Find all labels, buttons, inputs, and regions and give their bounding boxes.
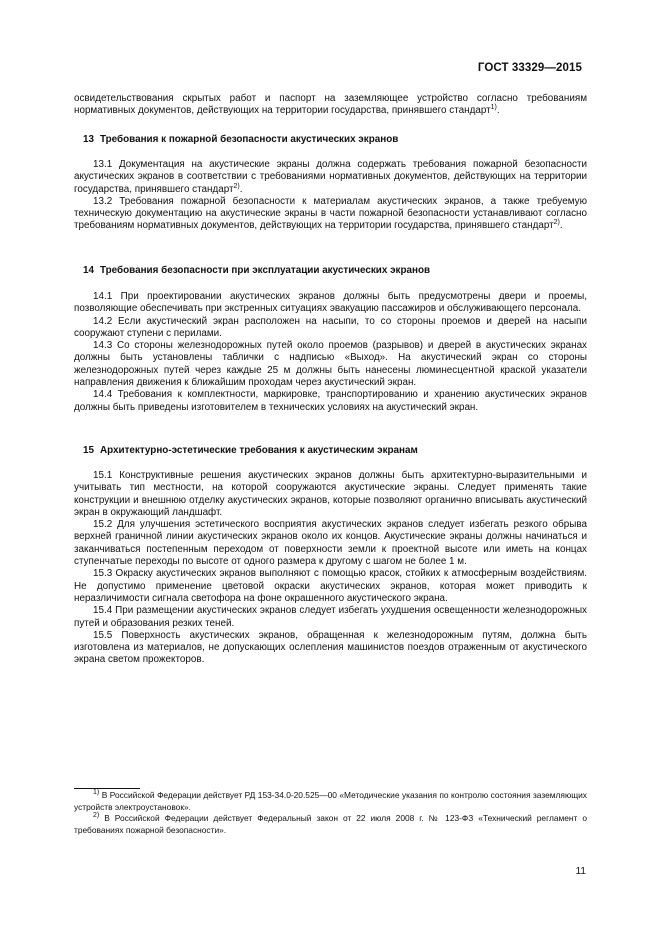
section-15-body xyxy=(74,470,587,667)
paragraph-15-4: 15.4 При размещении акустических экранов следует избегать ухудшения освещенности железнодорожных путей и образования резких теней. xyxy=(74,605,587,629)
intro-paragraph: освидетельствования скрытых работ и паспорт на заземляющее устройство согласно требованиям нормативных документов, действующих на территории государства, принявшего стандарт$^{1)}$. xyxy=(74,93,587,117)
footnotes xyxy=(74,790,587,836)
paragraph-15-3: 15.3 Окраску акустических экранов выполняют с помощью красок, стойких к атмосферным воздействиям. Не допустимо применение цветовой окраски акустических экранов, которая может приводить к неразличимости сигнала светофора на фоне окрашенного акустического экрана. xyxy=(74,568,587,604)
paragraph-15-2: 15.2 Для улучшения эстетического восприятия акустических экранов следует избегать резкого обрыва верхней граничной линии акустических экранов около их концов. Акустические экраны должны начинаться и заканчиваться постепенным переходом от поверхности земли к проектной высоте или иметь на концах ступенчатые переходы по высоте от одного размера к другому с шагом не более 1 м. xyxy=(74,519,587,568)
paragraph-14-3: 14.3 Со стороны железнодорожных путей около проемов (разрывов) и дверей в акустических экранах должны быть установлены таблички с надписью «Выход». На акустический экран со стороны железнодорожных путей через каждые 25 м должны быть нанесены люминесцентной краской указатели направления движения к ближайшим проходам через акустический экран. xyxy=(74,340,587,389)
paragraph-13-2: 13.2 Требования пожарной безопасности к материалам акустических экранов, а также требуемую техническую документацию на акустические экраны в части пожарной безопасности устанавливают согласно требованиям нормативных документов, действующих на территории государства, принявшего стандарт$^{2)}$. xyxy=(74,195,587,232)
footnote-1: $^{1)}$ В Российской Федерации действует РД 153-34.0-20.525—00 «Методические указания по контролю состояния заземляющих устройств электроустановок». xyxy=(74,789,587,812)
footnote-2: $^{2)}$ В Российской Федерации действует Федеральный закон от 22 июля 2008 г. № 123-ФЗ «Технический регламент о требованиях пожарной безопасности». xyxy=(74,812,587,835)
paragraph-15-1: 15.1 Конструктивные решения акустических экранов должны быть архитектурно-выразительными и учитывать тип местности, на которой сооружаются акустические экраны. Следует применять такие конструкции и внешнюю отделку акустических экранов, которые позволяют органично вписывать акустический экран в окружающий ландшафт. xyxy=(74,470,587,518)
page-number: 11 xyxy=(575,866,586,877)
intro-fragment xyxy=(74,93,587,118)
footnote-marker: 1) xyxy=(93,789,100,796)
paragraph-14-2: 14.2 Если акустический экран расположен на насыпи, то со стороны проемов и дверей на насыпи сооружают ступени с перилами. xyxy=(74,315,587,339)
paragraph-13-1: 13.1 Документация на акустические экраны должна содержать требования пожарной безопасности акустических экранов в соответствии с требованиями нормативных документов, действующих на территории государства, принявшего стандарт$^{2)}$. xyxy=(74,159,587,195)
paragraph-14-1: 14.1 При проектировании акустических экранов должны быть предусмотрены двери и проемы, позволяющие обеспечивать при экстренных ситуациях эвакуацию пассажиров и обслуживающего персонала. xyxy=(74,291,587,315)
footnote-ref[interactable]: 2) xyxy=(553,219,560,227)
document-code: ГОСТ 33329—2015 xyxy=(477,62,582,74)
section-14-body xyxy=(74,291,587,414)
paragraph-14-4: 14.4 Требования к комплектности, маркировке, транспортированию и хранению акустических экранов должны быть приведены изготовителем в технических условиях на акустический экран. xyxy=(74,389,587,413)
section-13-body xyxy=(74,159,587,233)
section-13-heading: 13 Требования к пожарной безопасности акустических экранов xyxy=(83,134,399,145)
footnote-ref[interactable]: 2) xyxy=(233,182,240,190)
footnote-marker: 2) xyxy=(93,812,100,819)
section-15-heading: 15 Архитектурно-эстетические требования к акустическим экранам xyxy=(83,445,418,456)
section-14-heading: 14 Требования безопасности при эксплуатации акустических экранов xyxy=(83,265,431,276)
footnote-divider xyxy=(74,788,140,789)
footnote-ref[interactable]: 1) xyxy=(490,104,497,112)
paragraph-15-5: 15.5 Поверхность акустических экранов, обращенная к железнодорожным путям, должна быть изготовлена из материалов, не допускающих ослепления машинистов поездов отраженным от акустического экрана светом прожекторов. xyxy=(74,629,587,666)
